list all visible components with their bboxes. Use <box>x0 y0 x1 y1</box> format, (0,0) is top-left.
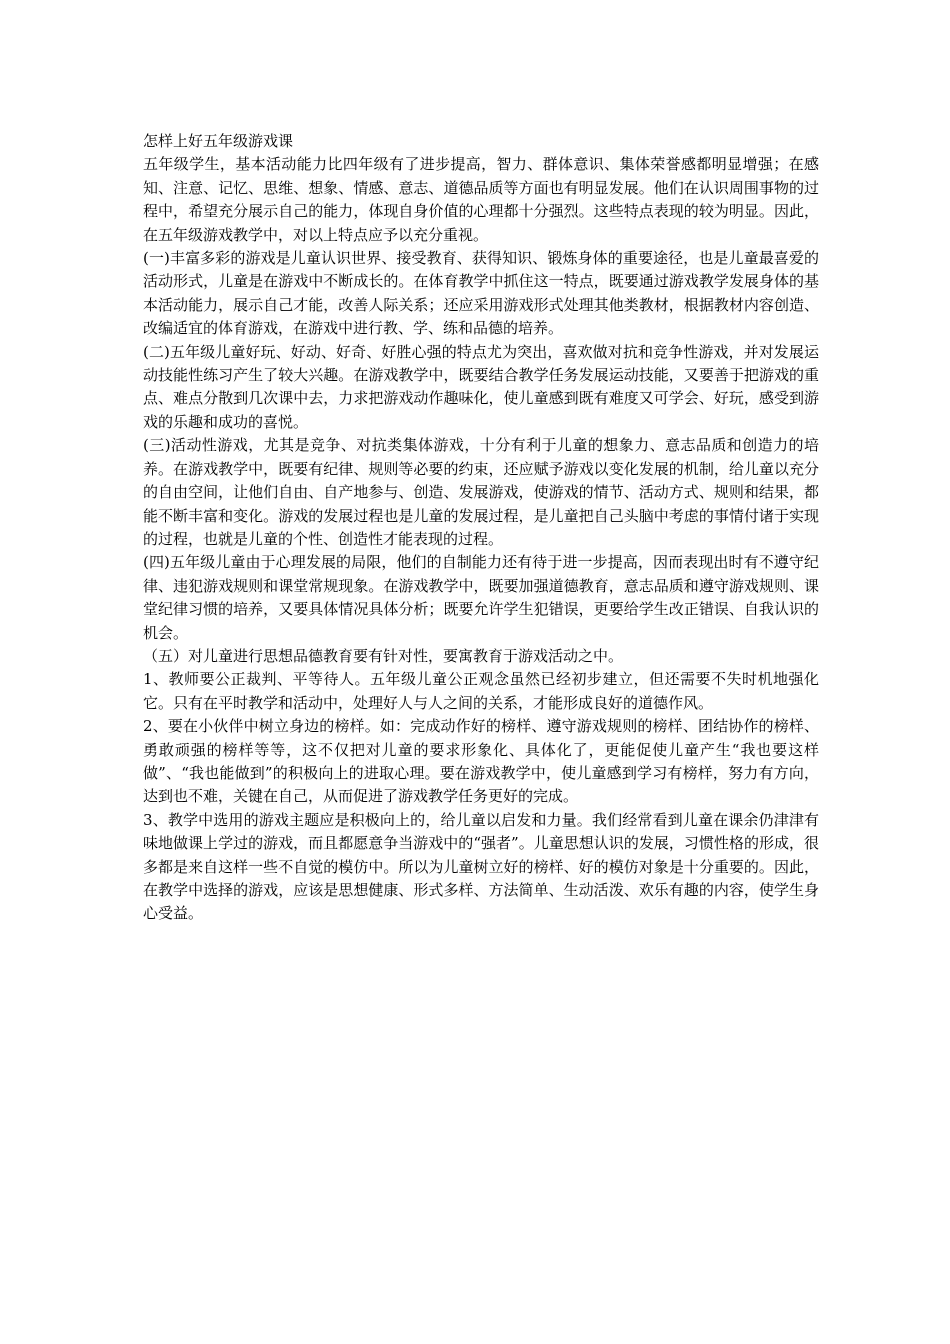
paragraph-point-2: 2、要在小伙伴中树立身边的榜样。如：完成动作好的榜样、遵守游戏规则的榜样、团结协作的榜样、勇敢顽强的榜样等等，这不仅把对儿童的要求形象化、具体化了，更能促使儿童产生“我也要这样做”、“我也能做到”的积极向上的进取心理。要在游戏教学中，使儿童感到学习有榜样，努力有方向，达到也不难，关键在自己，从而促进了游戏教学任务更好的完成。 <box>143 717 819 806</box>
paragraph-section-2: (二)五年级儿童好玩、好动、好奇、好胜心强的特点尤为突出，喜欢做对抗和竞争性游戏，并对发展运动技能性练习产生了较大兴趣。在游戏教学中，既要结合教学任务发展运动技能，又要善于把游戏的重点、难点分散到几次课中去，力求把游戏动作趣味化，使儿童感到既有难度又可学会、好玩，感受到游戏的乐趣和成功的喜悦。 <box>143 342 819 431</box>
paragraph-section-3: (三)活动性游戏，尤其是竞争、对抗类集体游戏，十分有利于儿童的想象力、意志品质和创造力的培养。在游戏教学中，既要有纪律、规则等必要的约束，还应赋予游戏以变化发展的机制，给儿童以充分的自由空间，让他们自由、自产地参与、创造、发展游戏，使游戏的情节、活动方式、规则和结果，都能不断丰富和变化。游戏的发展过程也是儿童的发展过程，是儿童把自己头脑中考虑的事情付诸于实现的过程，也就是儿童的个性、创造性才能表现的过程。 <box>143 436 819 548</box>
paragraph-point-3: 3、教学中选用的游戏主题应是积极向上的，给儿童以启发和力量。我们经常看到儿童在课余仍津津有味地做课上学过的游戏，而且都愿意争当游戏中的“强者”。儿童思想认识的发展，习惯性格的形成，很多都是来自这样一些不自觉的模仿中。所以为儿童树立好的榜样、好的模仿对象是十分重要的。因此，在教学中选择的游戏，应该是思想健康、形式多样、方法简单、生动活泼、欢乐有趣的内容，使学生身心受益。 <box>143 810 819 923</box>
paragraph-point-1: 1、教师要公正裁判、平等待人。五年级儿童公正观念虽然已经初步建立，但还需要不失时机地强化它。只有在平时教学和活动中，处理好人与人之间的关系，才能形成良好的道德作风。 <box>143 670 819 712</box>
paragraph-section-5: （五）对儿童进行思想品德教育要有针对性，要寓教育于游戏活动之中。 <box>143 646 624 665</box>
document-body <box>143 130 819 926</box>
paragraph-section-4: (四)五年级儿童由于心理发展的局限，他们的自制能力还有待于进一步提高，因而表现出时有不遵守纪律、违犯游戏规则和课堂常规现象。在游戏教学中，既要加强道德教育，意志品质和遵守游戏规则、课堂纪律习惯的培养，又要具体情况具体分析；既要允许学生犯错误，更要给学生改正错误、自我认识的机会。 <box>143 553 819 642</box>
paragraph-intro: 五年级学生，基本活动能力比四年级有了进步提高，智力、群体意识、集体荣誉感都明显增强；在感知、注意、记忆、思维、想象、情感、意志、道德品质等方面也有明显发展。他们在认识周围事物的过程中，希望充分展示自己的能力，体现自身价值的心理都十分强烈。这些特点表现的较为明显。因此，在五年级游戏教学中，对以上特点应予以充分重视。 <box>143 155 819 244</box>
paragraph-section-1: (一)丰富多彩的游戏是儿童认识世界、接受教育、获得知识、锻炼身体的重要途径，也是儿童最喜爱的活动形式，儿童是在游戏中不断成长的。在体育教学中抓住这一特点，既要通过游戏教学发展身体的基本活动能力，展示自己才能，改善人际关系；还应采用游戏形式处理其他类教材，根据教材内容创造、改编适宜的体育游戏，在游戏中进行教、学、练和品德的培养。 <box>143 249 819 338</box>
document-title: 怎样上好五年级游戏课 <box>143 132 294 150</box>
